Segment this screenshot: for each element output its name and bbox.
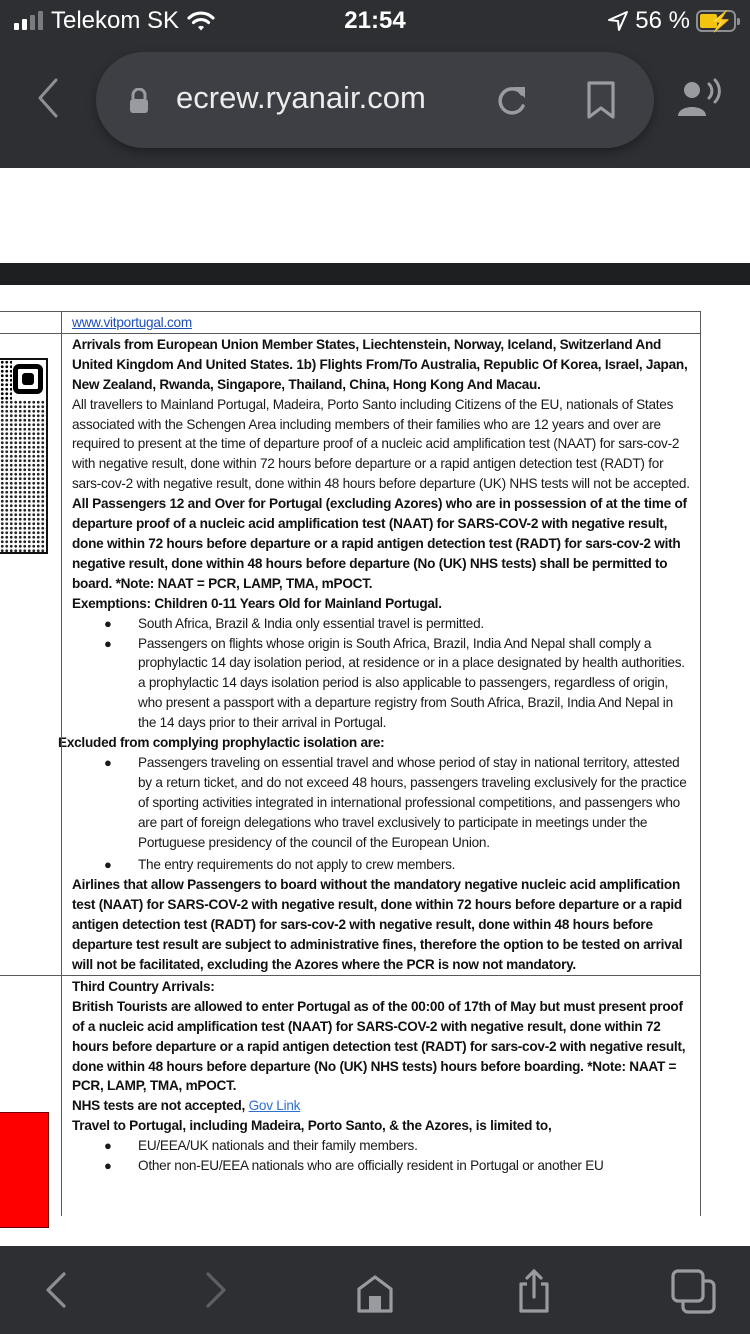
british-tourists-text: British Tourists are allowed to enter Portugal as of the 00:00 of 17th of May but must present proof of a nucleic acid amplification test (NAAT) for SARS-COV-2 with negative result, done within 72 hours before departure or a rapid antigen detection test (RADT) for sars-cov-2 with negative result, done within 48 hours before departure (No (UK) NHS tests) hours before boarding. *Note: NAAT = PCR, LAMP, TMA, mPOCT. — [72, 998, 686, 1094]
table-row — [0, 334, 701, 976]
eu-arrivals-body: All travellers to Mainland Portugal, Madeira, Porto Santo including Citizens of the EU, nationals of States associated with the Schengen Area including members of their families who are 12 years and over are required to present at the time of departure proof of a nucleic acid amplification test (NAAT) for sars-cov-2 with negative result, done within 72 hours before departure or a rapid antigen detection test (RADT) for sars-cov-2 with negative result, done within 48 hours before departure (UK) NHS tests will not be accepted. — [72, 396, 690, 492]
entry-requirements-table — [0, 311, 701, 1216]
chevron-right-icon[interactable] — [202, 1270, 230, 1310]
nhs-not-accepted-line: NHS tests are not accepted, Gov Link — [72, 1098, 301, 1114]
table-row — [0, 976, 701, 1216]
url-text[interactable]: ecrew.ryanair.com — [176, 80, 426, 115]
excluded-heading: Excluded from complying prophylactic isolation are: — [58, 735, 385, 751]
address-bar[interactable] — [96, 52, 654, 148]
vitportugal-link[interactable]: www.vitportugal.com — [72, 315, 192, 330]
list-item: ● Passengers traveling on essential travel and whose period of stay in national territory, attested by a return ticket, and do not exceed 48 hours, passengers traveling exclusively for the practice of sporting activities integrated in international professional competitions, and passengers who are part of foreign delegations who travel exclusively to participate in meetings under the Portuguese presidency of the council of the European Union. — [104, 754, 687, 850]
travel-limited-text: Travel to Portugal, including Madeira, Porto Santo, & the Azores, is limited to, — [72, 1118, 552, 1134]
list-item: ● South Africa, Brazil & India only essential travel is permitted. — [104, 615, 484, 631]
carrier-name: Telekom SK — [51, 7, 180, 34]
browser-toolbar — [0, 42, 750, 168]
page-header-band — [0, 263, 750, 285]
tabs-icon[interactable] — [670, 1268, 718, 1316]
battery-percent: 56 % — [635, 7, 690, 34]
location-arrow-icon — [607, 10, 629, 32]
home-icon[interactable] — [356, 1274, 394, 1314]
eu-arrivals-heading: Arrivals from European Union Member States, Liechtenstein, Norway, Iceland, Switzerland And United Kingdom And United States. 1b) Flights From/To Australia, Republic Of Korea, Israel, Japan, New Zealand, Rwanda, Singapore, Thailand, China, Hong Kong And Macau. — [72, 336, 688, 392]
web-page[interactable] — [0, 168, 750, 1246]
bottom-toolbar — [0, 1246, 750, 1334]
battery-charging-icon: ⚡ — [696, 10, 736, 32]
exemptions-text: Exemptions: Children 0-11 Years Old for Mainland Portugal. — [72, 595, 442, 611]
status-right — [607, 7, 736, 35]
list-item: ● EU/EEA/UK nationals and their family members. — [104, 1138, 418, 1154]
third-country-heading: Third Country Arrivals: — [72, 978, 215, 994]
status-time: 21:54 — [344, 7, 406, 34]
airlines-fines-text: Airlines that allow Passengers to board without the mandatory negative nucleic acid amplification test (NAAT) for SARS-COV-2 with negative result, done within 72 hours before departure or a rapid antigen detection test (RADT) for sars-cov-2 with negative result, done within 48 hours before departure test result are subject to administrative fines, therefore the option to be tested on arrival will not be facilitated, excluding the Azores where the PCR is now not mandatory. — [72, 877, 683, 972]
share-icon[interactable] — [516, 1268, 552, 1314]
speaker-reader-icon[interactable] — [676, 78, 724, 118]
all-passengers-rule: All Passengers 12 and Over for Portugal (excluding Azores) who are in possession of at the time of departure proof of a nucleic acid amplification test (NAAT) for SARS-COV-2 with negative result, done within 72 hours before departure or a rapid antigen detection test (RADT) for sars-cov-2 with negative result, done within 48 hours before departure (No (UK) NHS tests) shall be permitted to board. *Note: NAAT = PCR, LAMP, TMA, mPOCT. — [72, 496, 687, 591]
chevron-left-icon[interactable] — [42, 1270, 70, 1310]
table-row — [0, 312, 701, 334]
list-item: ● The entry requirements do not apply to crew members. — [104, 857, 456, 873]
lock-icon — [128, 88, 150, 114]
status-bar — [0, 0, 750, 42]
restrictions-list — [72, 614, 690, 733]
reload-icon[interactable] — [494, 82, 530, 118]
list-item: ● Passengers on flights whose origin is South Africa, Brazil, India And Nepal shall comply a prophylactic 14 day isolation period, at residence or in a place designated by health authorities. a prophylactic 14 days isolation period is also applicable to passengers, regardless of origin, who present a passport with a departure registry from South Africa, Brazil, India And Nepal in the 14 days prior to their arrival in Portugal. — [104, 635, 685, 731]
exclusions-list — [72, 753, 690, 875]
list-item: ● Other non-EU/EEA nationals who are officially resident in Portugal or another EU — [104, 1158, 604, 1174]
chevron-left-icon[interactable] — [30, 76, 66, 120]
gov-link[interactable]: Gov Link — [248, 1098, 301, 1114]
eligible-travellers-list — [72, 1136, 690, 1176]
bookmark-icon[interactable] — [586, 80, 616, 120]
